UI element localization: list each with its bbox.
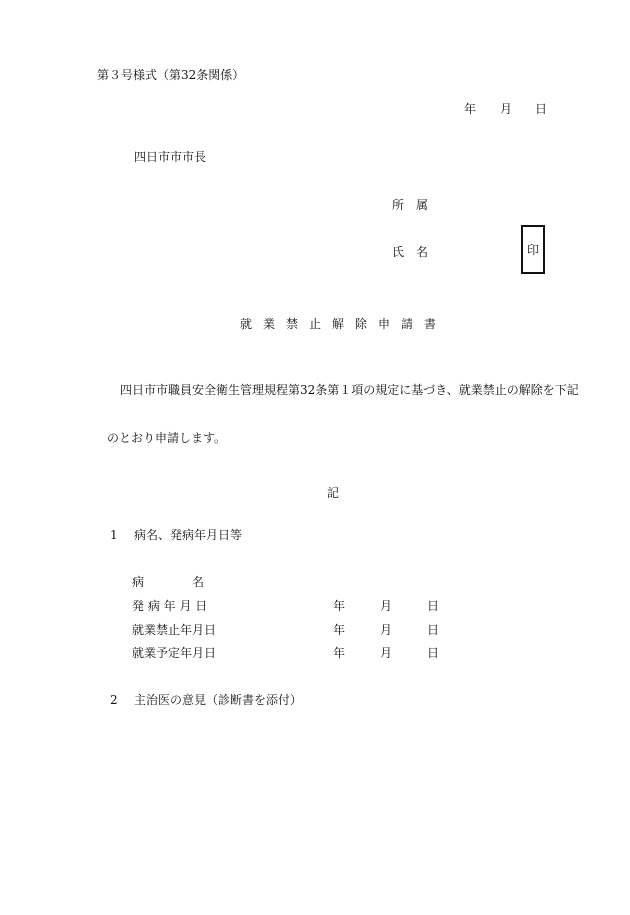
note-heading: 記 [327, 486, 340, 500]
row-label-illness: 病 名 [132, 575, 205, 589]
date-month: 月 [500, 102, 513, 116]
row-year: 年 [333, 646, 346, 660]
body-line-1: 四日市市職員安全衛生管理規程第32条第１項の規定に基づき、就業禁止の解除を下記 [120, 383, 579, 397]
date-year: 年 [464, 102, 477, 116]
row-month: 月 [380, 599, 393, 613]
section-1-label: 病名、発病年月日等 [134, 528, 243, 542]
row-year: 年 [333, 599, 346, 613]
seal-text: 印 [526, 242, 539, 257]
row-label-onset-date: 発 病 年 月 日 [132, 599, 208, 613]
row-day: 日 [427, 623, 440, 637]
row-day: 日 [427, 599, 440, 613]
name-label: 氏 名 [392, 245, 429, 259]
section-2-number: 2 [110, 693, 118, 707]
section-1-number: 1 [110, 528, 118, 542]
row-year: 年 [333, 623, 346, 637]
form-number: 第３号様式（第32条関係） [97, 68, 245, 82]
addressee: 四日市市市長 [134, 150, 207, 164]
body-line-2: のとおり申請します。 [107, 431, 227, 445]
section-2-label: 主治医の意見（診断書を添付） [134, 693, 303, 707]
row-label-expected-return-date: 就業予定年月日 [132, 646, 217, 660]
row-day: 日 [427, 646, 440, 660]
seal-box [521, 225, 545, 274]
affiliation-label: 所 属 [392, 198, 429, 212]
row-label-prohibition-date: 就業禁止年月日 [132, 623, 217, 637]
row-month: 月 [380, 646, 393, 660]
document-title: 就業禁止解除申請書 [240, 317, 448, 331]
date-day: 日 [535, 102, 548, 116]
row-month: 月 [380, 623, 393, 637]
